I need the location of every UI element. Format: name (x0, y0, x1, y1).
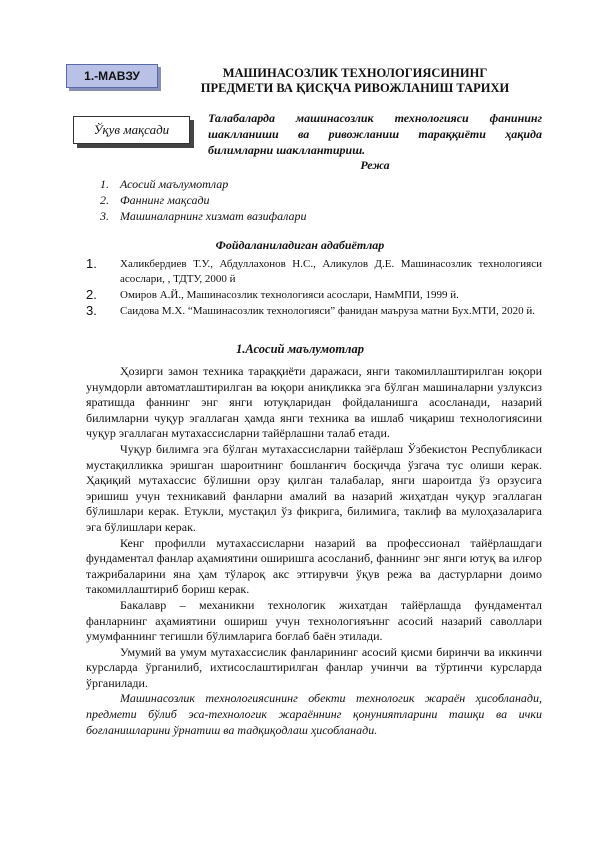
body-paragraph: Ҳозирги замон техника тараққиёти даражаси, янги такомиллаштирилган юқори унумдорли автоматлаштирилган ва юқори аниқликка эга бўлган машиналарни узлуксиз яратишда фаннинг энг янги ютуқларидан фойдаланишга асосланади, назарий билимларни чуқур эгаллаган ҳамда янги техника ва ишлаб чиқариш технологиясини чуқур эгаллаган мутахассисларни тайёрлашни талаб етади. (86, 364, 542, 441)
body-paragraph: Чуқур билимга эга бўлган мутахассисларни тайёрлаш Ўзбекистон Республикаси мустақилликка эришган шароитнинг бошланғич босқичда ўзгача тус олиши керак. Ҳақиқий мутахассис бўлишни орзу қилган талабалар, янги шароитда ўз орзусига эришиш учун техникавий фанларни амалий ва назарий жиҳатдан чуқур эгаллаган бўлишлари керак. Етукли, мустақил ўз фикрига, билимига, таклиф ва мулоҳазаларига эга бўлишлари керак. (86, 441, 542, 534)
plan-item (100, 176, 500, 192)
plan-list (100, 176, 500, 224)
topic-badge: 1.-МАВЗУ (66, 64, 158, 88)
literature-item-number: 3. (86, 303, 97, 318)
plan-item-text: Машиналарнинг хизмат вазифалари (120, 209, 307, 223)
body-paragraph-italic: Машинасозлик технологиясининг обекти технологик жараён ҳисобланади, предмети бўлиб эса-технологик жараённинг қонуниятларини ташқи ва ички боғланишларини ўрнатиш ва тадқиқодлаш ҳисобланади. (86, 691, 542, 737)
literature-item-text: Саидова М.Х. “Машинасозлик технологияси” фанидан маъруза матни Бух.МТИ, 2020 й. (120, 305, 535, 317)
plan-item-text: Асосий маълумотлар (120, 177, 229, 191)
goal-label-box: Ўқув мақсади (73, 116, 190, 144)
title-line-2: ПРЕДМЕТИ ВА ҚИСҚЧА РИВОЖЛАНИШ ТАРИХИ (200, 81, 510, 95)
body-paragraph: Кенг профилли мутахассисларни назарий ва профессионал тайёрлашдаги фундаментал фанлар аҳамиятини оширишга асосланиб, фаннинг энг янги ютуқ ва илғор тажрибаларини яна ҳам тўлароқ акс эттирувчи ўқув режа ва дастурларни доимо такомиллаштириб бориш керак. (86, 535, 542, 597)
section-heading: 1.Асосий маълумотлар (236, 342, 364, 356)
body-paragraph: Бакалавр – механикни технологик жихатдан тайёрлашда фундаментал фанларнинг аҳамиятини ошириш учун технологияъннг асосий назарий саволлари умумфаннинг тегишли бўлимларига боғлаб баён этилади. (86, 597, 542, 644)
plan-item-number: 2. (100, 193, 109, 207)
plan-item (100, 192, 500, 208)
goal-text: Талабаларда машинасозлик технологияси фанининг шаклланиши ва ривожланиш тараққиёти ҳақида билимларни шакллантириш. (208, 111, 542, 157)
plan-item-number: 1. (100, 177, 109, 191)
plan-heading: Режа (360, 158, 390, 172)
literature-item (86, 304, 542, 319)
literature-item-number: 1. (86, 256, 97, 271)
literature-list (86, 257, 542, 320)
title-line-1: МАШИНАСОЗЛИК ТЕХНОЛОГИЯСИНИНГ (222, 66, 488, 80)
literature-item-text: Омиров А.Й., Машинасозлик технологияси асослари, НамМПИ, 1999 й. (120, 289, 459, 301)
body-paragraph: Умумий ва умум мутахассислик фанларининг асосий қисми биринчи ва иккинчи курсларда ўрганилиб, ихтисослаштирилган фанлар учинчи ва тўртинчи курсларда ўрганилади. (86, 644, 542, 690)
section-body (86, 364, 542, 738)
plan-item-number: 3. (100, 209, 109, 223)
literature-item (86, 288, 542, 303)
plan-item-text: Фаннинг мақсади (120, 193, 210, 207)
literature-item-text: Халикбердиев Т.У., Абдуллахонов Н.С., Аликулов Д.Е. Машинасозлик технологияси асослари, , ТДТУ, 2000 й (120, 258, 542, 285)
literature-heading: Фойдаланиладиган адабиётлар (215, 238, 385, 252)
literature-item-number: 2. (86, 287, 97, 302)
page-title (170, 66, 540, 96)
literature-item (86, 257, 542, 287)
plan-item (100, 208, 500, 224)
